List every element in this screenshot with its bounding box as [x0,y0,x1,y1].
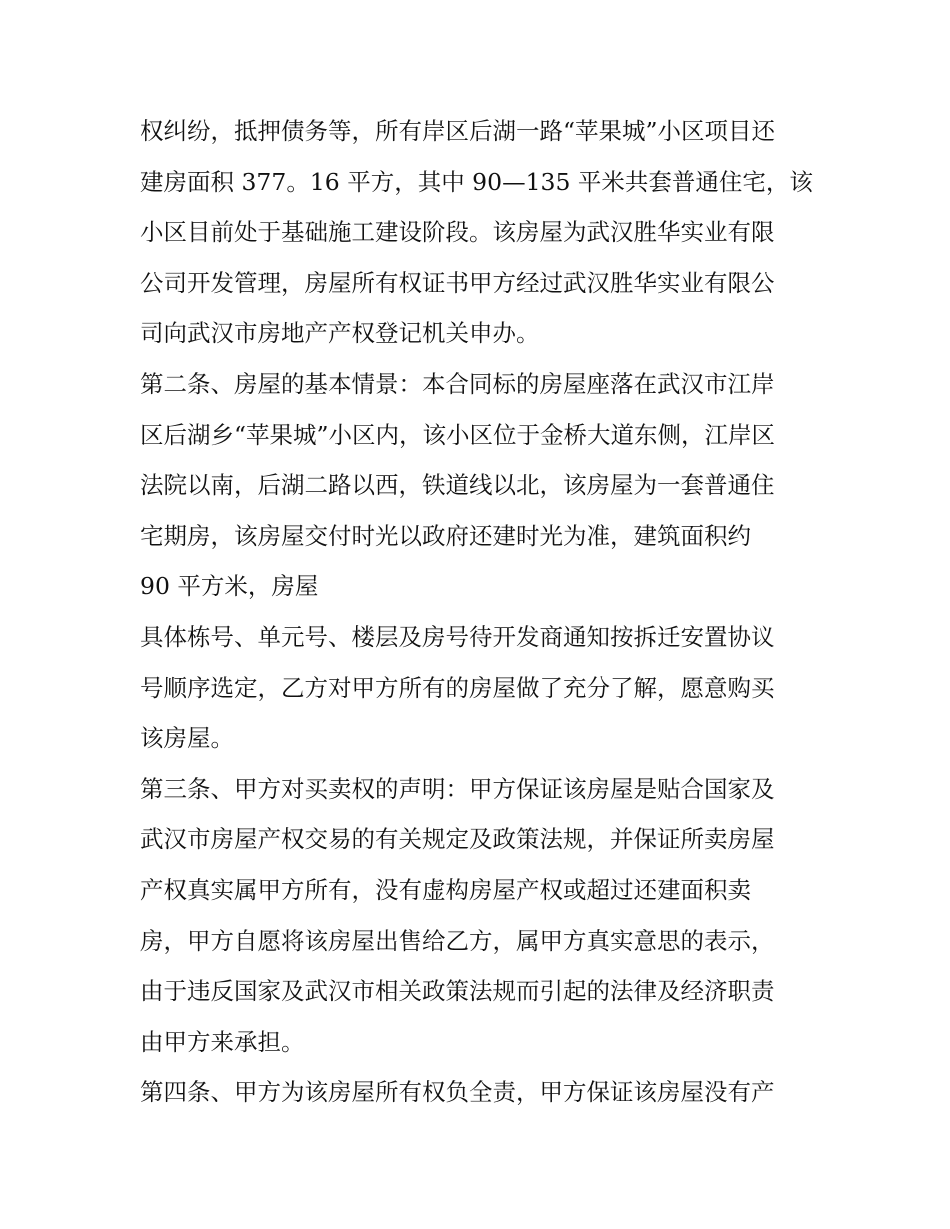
text-line: 号顺序选定，乙方对甲方所有的房屋做了充分了解，愿意购买 [140,673,775,702]
text-line: 区后湖乡“苹果城”小区内，该小区位于金桥大道东侧，江岸区 [140,420,776,449]
text-line: 第四条、甲方为该房屋所有权负全责，甲方保证该房屋没有产 [140,1078,775,1107]
text-line: 武汉市房屋产权交易的有关规定及政策法规，并保证所卖房屋 [140,825,775,854]
text-line: 建房面积 377。16 平方，其中 90—135 平米共套普通住宅，该 [140,167,813,196]
text-line: 该房屋。 [140,724,234,753]
text-line: 公司开发管理，房屋所有权证书甲方经过武汉胜华实业有限公 [140,268,775,297]
text-line: 司向武汉市房地产产权登记机关申办。 [140,319,540,348]
text-line: 法院以南，后湖二路以西，铁道线以北，该房屋为一套普通住 [140,471,775,500]
text-line: 由于违反国家及武汉市相关政策法规而引起的法律及经济职责 [140,977,775,1006]
text-line: 权纠纷，抵押债务等，所有岸区后湖一路“苹果城”小区项目还 [140,117,776,145]
contract-text-body [140,106,820,1118]
text-line: 宅期房，该房屋交付时光以政府还建时光为准，建筑面积约 [140,521,751,550]
text-line: 房，甲方自愿将该房屋出售给乙方，属甲方真实意思的表示， [140,926,775,955]
text-line: 第三条、甲方对买卖权的声明：甲方保证该房屋是贴合国家及 [140,774,775,803]
text-line: 具体栋号、单元号、楼层及房号待开发商通知按拆迁安置协议 [140,622,775,651]
text-line: 第二条、房屋的基本情景：本合同标的房屋座落在武汉市江岸 [140,369,775,398]
text-line: 小区目前处于基础施工建设阶段。该房屋为武汉胜华实业有限 [140,218,775,247]
text-line: 由甲方来承担。 [140,1027,305,1056]
text-line: 产权真实属甲方所有，没有虚构房屋产权或超过还建面积卖 [140,875,751,904]
text-line: 90 平方米，房屋 [140,572,319,601]
